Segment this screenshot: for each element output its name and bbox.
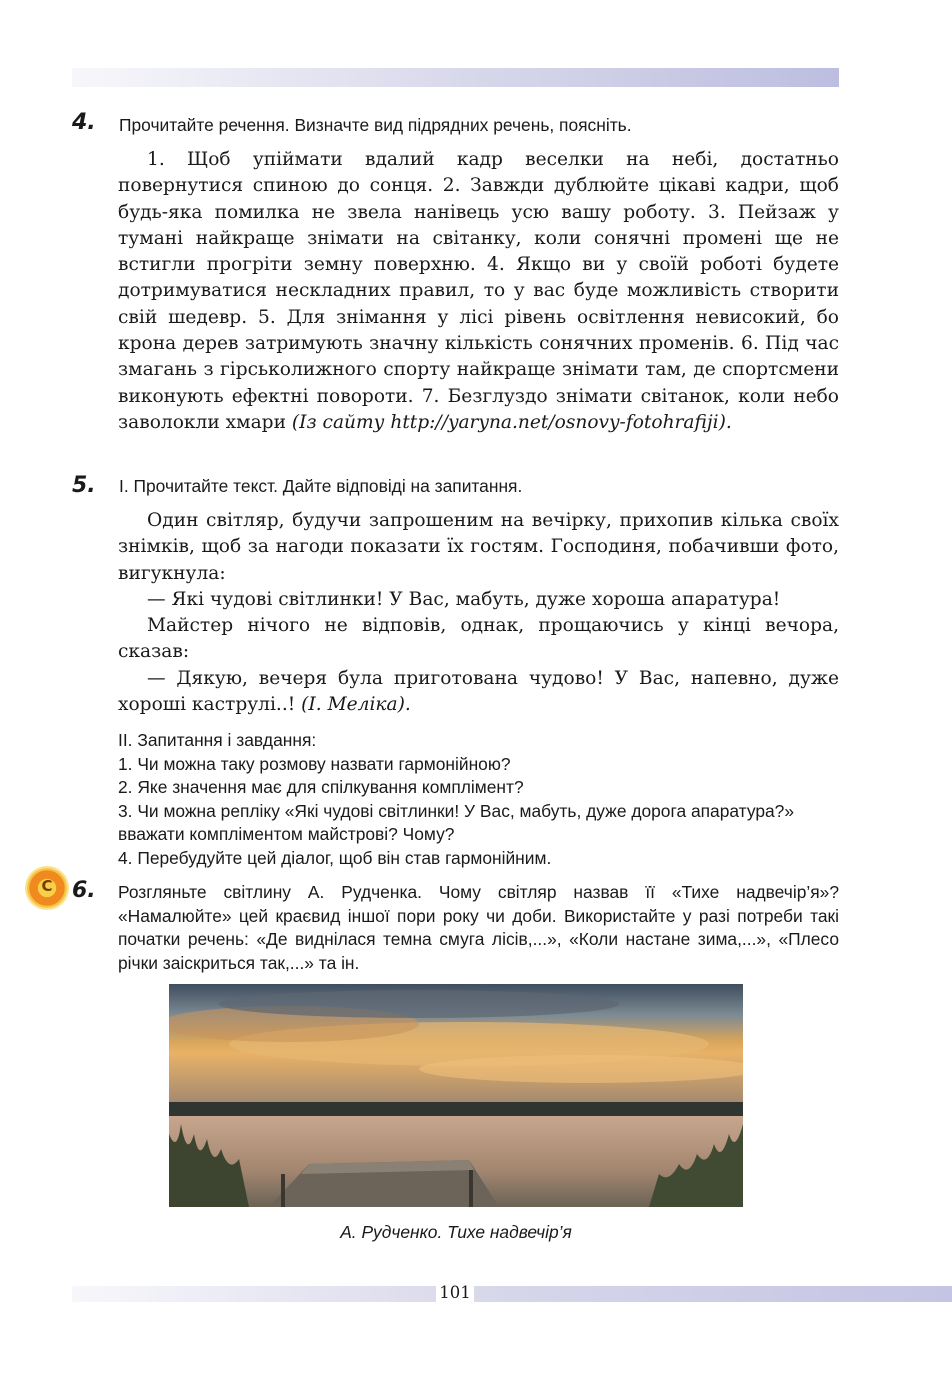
question-item: 1. Чи можна таку розмову назвати гармонійною?: [118, 753, 511, 774]
question-item: 3. Чи можна репліку «Які чудові світлинки! У Вас, мабуть, дуже дорога апаратура?» вважати компліментом майстрові? Чому?: [118, 800, 795, 844]
photo-caption: А. Рудченко. Тихе надвечір’я: [340, 1222, 572, 1242]
exercise-5-paragraph: Один світляр, будучи запрошеним на вечірку, прихопив кілька своїх знімків, щоб за нагоди показати їх гостям. Господиня, побачивши фото, вигукнула:: [118, 510, 839, 584]
page-number: 101: [436, 1281, 474, 1305]
exercise-5-source: (І. Меліка).: [301, 694, 411, 716]
exercise-5-number: 5.: [72, 473, 96, 498]
exercise-6-task: Розгляньте світлину А. Рудченка. Чому світляр назвав її «Тихе надвечір’я»? «Намалюйте» цей краєвид іншої пори року чи доби. Використайте у разі потреби такі початки речень: «Де виднілася темна смуга лісів,...», «Коли настане зима,...», «Плесо річки заіскриться так,...» та ін.: [118, 882, 839, 974]
exercise-5-task: І. Прочитайте текст. Дайте відповіді на запитання.: [119, 476, 523, 496]
exercise-5-questions: [118, 729, 839, 870]
exercise-5-text: [118, 508, 839, 718]
exercise-5-paragraph: Майстер нічого не відповів, однак, прощаючись у кінці вечора, сказав:: [118, 615, 839, 663]
badge-letter: С: [41, 877, 53, 895]
exercise-4-sentences: 1. Щоб упіймати вдалий кадр веселки на небі, достатньо повернутися спиною до сонця. 2. Завжди дублюйте цікаві кадри, щоб будь-яка помилка не звела нанівець усю вашу роботу. 3. Пейзаж у тумані найкраще знімати на світанку, коли сонячні промені ще не встигли прогріти земну поверхню. 4. Якщо ви у своїй роботі будете дотримуватися нескладних правил, то у вас буде можливість створити свій шедевр. 5. Для знімання у лісі рівень освітлення невисокий, бо крона дерев затримують значну кількість сонячних променів. 6. Під час змагань з гірськолижного спорту найкраще знімати там, де спортсмени виконують ефектні повороти. 7. Безглуздо знімати світанок, коли небо заволокли хмари: [118, 149, 839, 433]
question-item: 2. Яке значення має для спілкування комплімент?: [118, 777, 524, 797]
exercise-4-task: Прочитайте речення. Визначте вид підрядних речень, поясніть.: [119, 115, 632, 135]
bottom-decorative-bar: [72, 1286, 952, 1302]
photo-illustration: [169, 984, 743, 1207]
exercise-4-source: (Із сайту http://yaryna.net/osnovy-fotohrafiji).: [291, 411, 732, 433]
exercise-5-paragraph: — Які чудові світлинки! У Вас, мабуть, дуже хороша апаратура!: [147, 588, 781, 610]
exercise-5-paragraph-last: [118, 666, 839, 719]
exercise-4-text: [118, 147, 839, 436]
creative-task-badge-icon: [27, 868, 67, 908]
question-item: 4. Перебудуйте цей діалог, щоб він став гармонійним.: [118, 847, 552, 868]
exercise-4-number: 4.: [72, 110, 96, 135]
questions-title: ІІ. Запитання і завдання:: [118, 730, 317, 750]
top-decorative-bar: [72, 68, 839, 87]
exercise-5-paragraph: — Дякую, вечеря була приготована чудово! У Вас, напевно, дуже хороші каструлі..!: [118, 667, 839, 716]
landscape-photo: [169, 984, 743, 1207]
exercise-6-number: 6.: [72, 878, 96, 903]
